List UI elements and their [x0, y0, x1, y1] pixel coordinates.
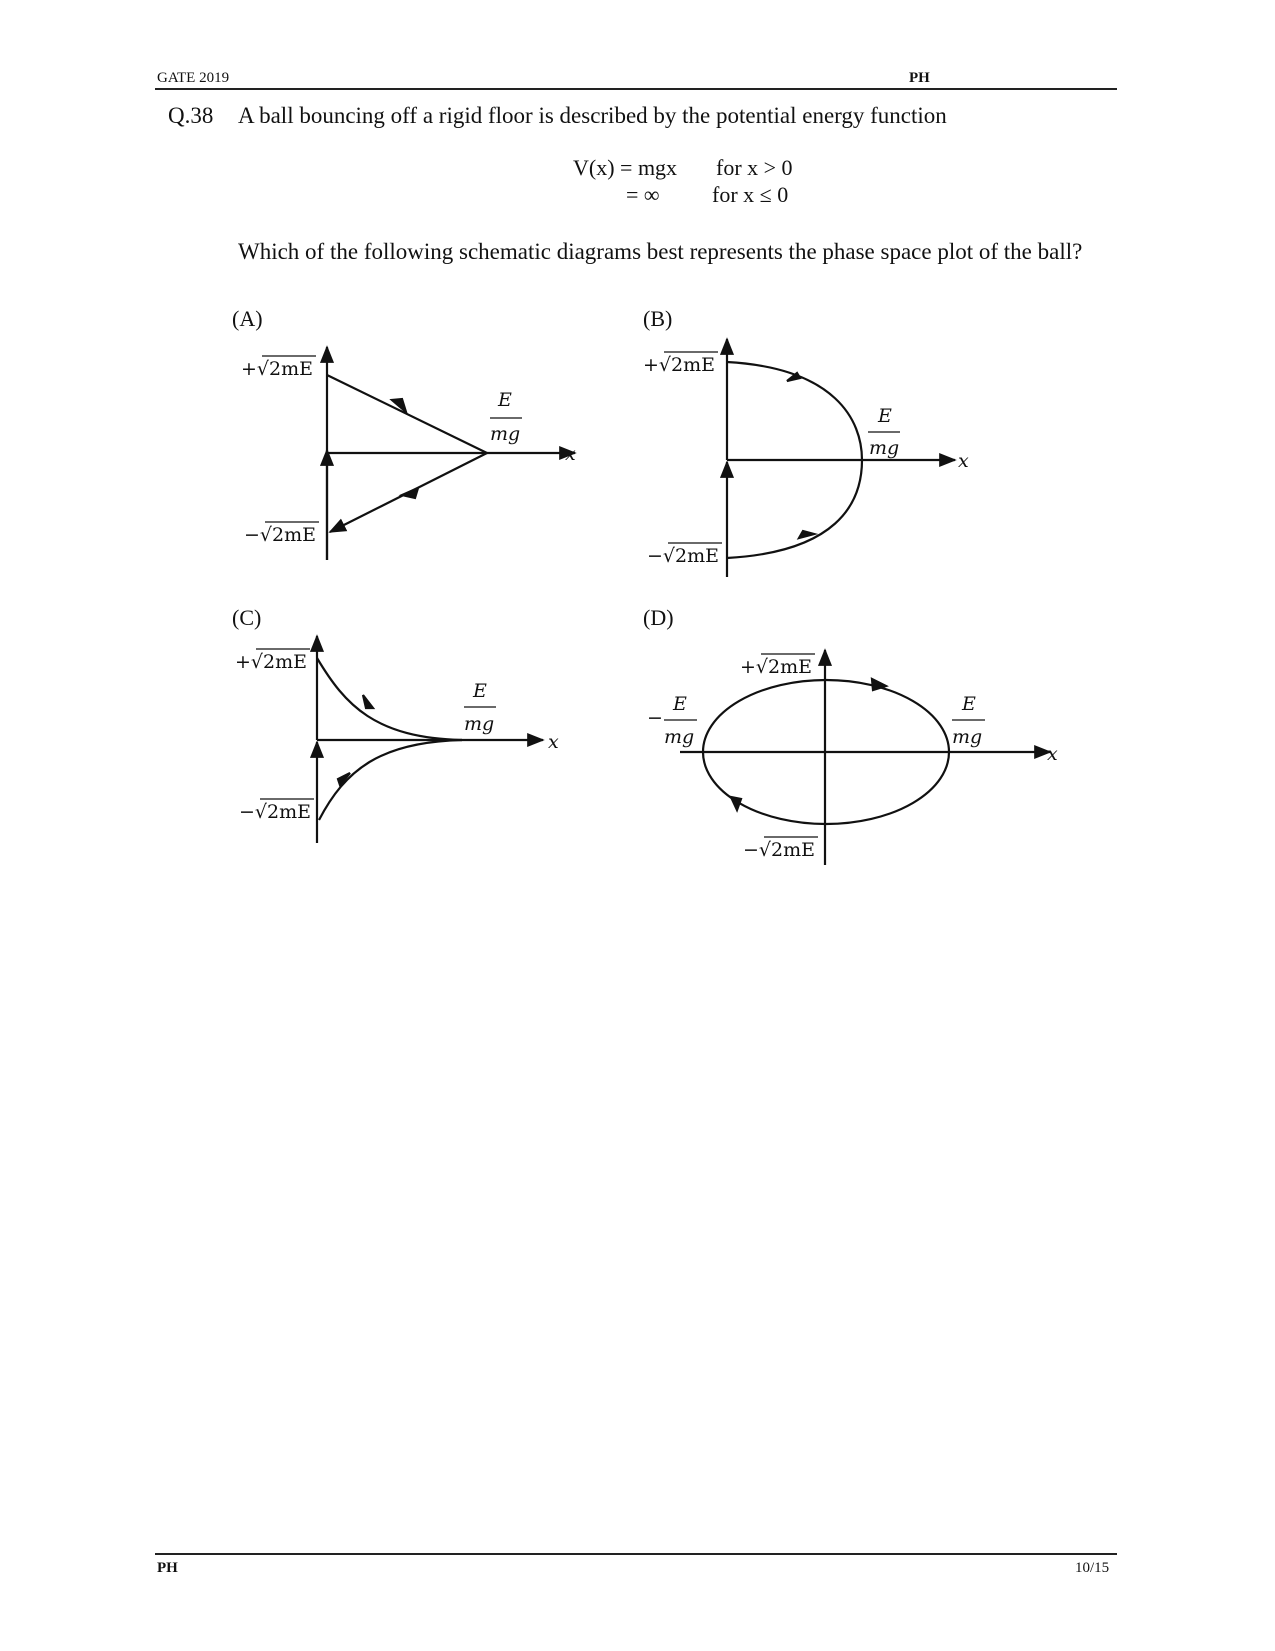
diagram-d-x-left-den: mg: [664, 726, 695, 748]
diagram-d-direction-arrow: [731, 797, 741, 810]
diagram-d-p-top-label: +√2mE: [740, 656, 813, 678]
diagram-b-p-bottom-label: −√2mE: [647, 545, 720, 567]
header-exam: GATE 2019: [157, 70, 230, 86]
footer-page-number: 10/15: [1075, 1560, 1110, 1576]
diagram-c-upper-curve: [317, 658, 462, 740]
equation-line1-condition: for x > 0: [716, 155, 793, 180]
header-paper-code: PH: [909, 70, 930, 86]
equation-line1-lhs: V(x) = mgx: [573, 155, 678, 180]
diagram-b: [727, 339, 955, 577]
option-c-label: (C): [232, 605, 262, 630]
question-stem: A ball bouncing off a rigid floor is described by the potential energy function: [238, 103, 947, 128]
diagram-a-p-bottom-label: −√2mE: [244, 524, 317, 546]
option-b-label: (B): [643, 306, 673, 331]
diagram-d-x-right-den: mg: [952, 726, 983, 748]
diagram-d-x-left-sign: −: [647, 707, 663, 729]
diagram-a-x-num: E: [498, 389, 512, 411]
diagram-c-p-bottom-label: −√2mE: [239, 801, 312, 823]
sqrt-overbars: [256, 352, 818, 837]
diagram-d-x-axis-label: x: [1047, 743, 1058, 765]
diagram-c-p-top-label: +√2mE: [235, 651, 308, 673]
footer-paper-code: PH: [157, 1560, 178, 1576]
diagram-b-x-num: E: [878, 405, 892, 427]
question-prompt: Which of the following schematic diagrams best represents the phase space plot of the ball?: [238, 239, 1083, 264]
diagram-d-x-right-num: E: [962, 693, 976, 715]
option-a-label: (A): [232, 306, 263, 331]
diagram-c: [317, 636, 543, 843]
diagram-d: [680, 650, 1050, 865]
diagram-c-x-axis-label: x: [548, 731, 559, 753]
diagram-c-x-num: E: [473, 680, 487, 702]
option-d-label: (D): [643, 605, 674, 630]
diagram-a-x-axis-label: x: [565, 443, 576, 465]
diagram-d-x-left-num: E: [673, 693, 687, 715]
diagram-c-x-den: mg: [464, 713, 495, 735]
question-number: Q.38: [168, 103, 214, 128]
footer-divider: [155, 1553, 1117, 1555]
diagram-a: [327, 347, 575, 560]
diagram-a-p-top-label: +√2mE: [241, 358, 314, 380]
diagram-b-p-top-label: +√2mE: [643, 354, 716, 376]
diagram-a-direction-arrow: [402, 488, 418, 498]
diagram-b-x-axis-label: x: [958, 450, 969, 472]
diagram-a-x-den: mg: [490, 423, 521, 445]
diagram-b-x-den: mg: [869, 437, 900, 459]
equation-line2-lhs: = ∞: [626, 182, 660, 207]
diagram-b-direction-arrow: [799, 531, 814, 538]
diagram-c-direction-arrow: [363, 695, 373, 708]
equation-line2-condition: for x ≤ 0: [712, 182, 789, 207]
diagram-d-p-bottom-label: −√2mE: [743, 839, 816, 861]
